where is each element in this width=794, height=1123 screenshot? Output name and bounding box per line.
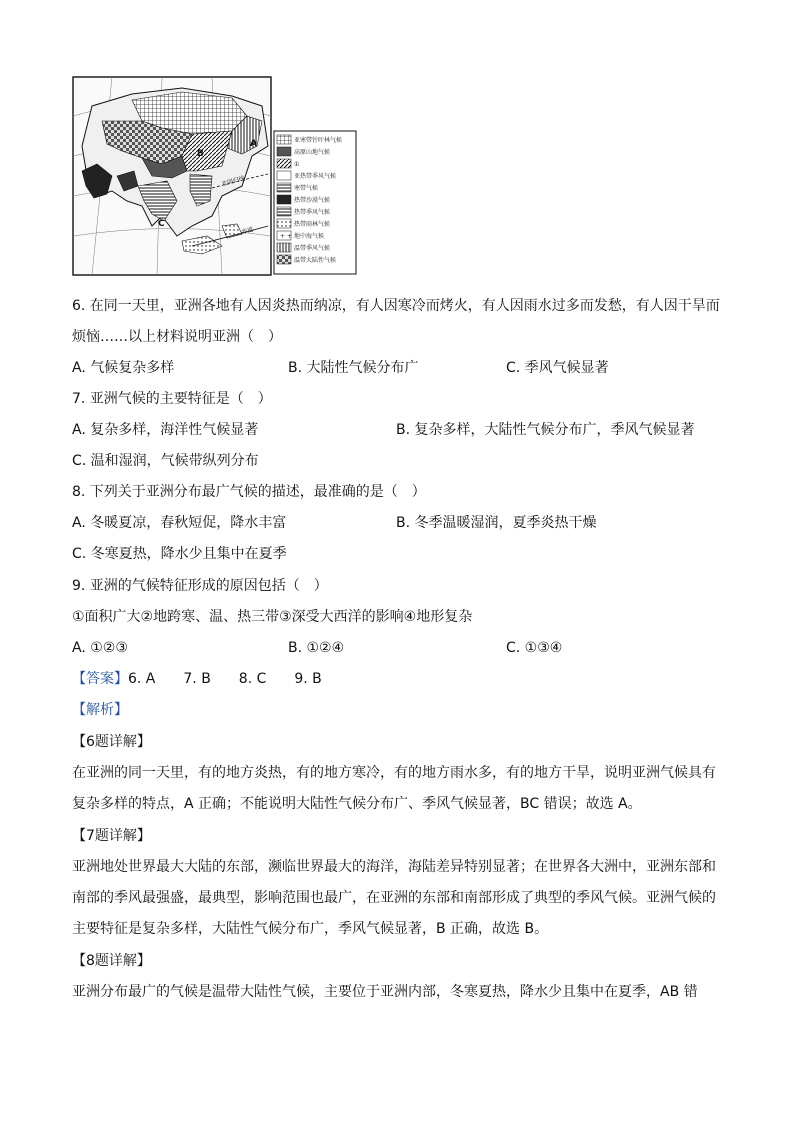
q7-detail-title: 【7题详解】 [72,828,151,844]
q8-option-c[interactable]: C. 冬寒夏热，降水少且集中在夏季 [72,546,287,562]
q9-factors: ①面积广大②地跨寒、温、热三带③深受大西洋的影响④地形复杂 [72,609,473,625]
q7-option-a[interactable]: A. 复杂多样，海洋性气候显著 [72,422,259,438]
q9-option-a[interactable]: A. ①②③ [72,640,128,656]
q6-option-c[interactable]: C. 季风气候显著 [506,360,609,376]
q6-options [72,358,732,378]
answer-tag: 【答案】 [72,671,128,687]
legend-item: 温带大陆性气候 [294,257,337,264]
legend-item: 寒带气候 [294,185,319,192]
q6-stem-line2: 烦恼……以上材料说明亚洲（ ） [72,329,282,345]
q9-stem: 9. 亚洲的气候特征形成的原因包括（ ） [72,578,328,594]
q9-option-c[interactable]: C. ①③④ [506,640,563,656]
q7-detail-line1: 亚洲地处世界最大大陆的东部，濒临世界最大的海洋，海陆差异特别显著；在世界各大洲中，亚洲东部和 [72,859,716,875]
q6-option-a[interactable]: A. 气候复杂多样 [72,360,175,376]
label-c: C [158,219,165,229]
svg-text:+ +: + + [280,233,292,240]
legend-item: 亚热带季风气候 [294,173,337,180]
legend-item: 亚寒带针叶林气候 [294,137,343,144]
q8-option-b[interactable]: B. 冬季温暖湿润，夏季炎热干燥 [396,515,597,531]
answer-line [72,669,322,689]
legend-item: ① [294,161,300,168]
q7-stem: 7. 亚洲气候的主要特征是（ ） [72,391,272,407]
q9-options [72,638,732,658]
q8-detail-line1: 亚洲分布最广的气候是温带大陆性气候，主要位于亚洲内部，冬寒夏热，降水少且集中在夏季，AB 错 [72,984,698,1000]
q7-detail-line2: 南部的季风最强盛，最典型，影响范围也最广，在亚洲的东部和南部形成了典型的季风气候。亚洲气候的 [72,890,716,906]
q6-option-b[interactable]: B. 大陆性气候分布广 [288,360,419,376]
label-tropic: 北回归线 [220,174,246,188]
legend-item: 热带季风气候 [294,209,331,216]
q8-option-a[interactable]: A. 冬暖夏凉，春秋短促，降水丰富 [72,515,287,531]
q9-option-b[interactable]: B. ①②④ [288,640,345,656]
legend-item: 地中海气候 [294,233,325,240]
label-a: A [250,139,257,149]
legend-item: 高原山地气候 [294,149,331,156]
answer-values: 6. A 7. B 8. C 9. B [128,671,322,687]
q7-option-b[interactable]: B. 复杂多样，大陆性气候分布广，季风气候显著 [396,422,695,438]
q8-options [72,513,732,533]
q7-option-c[interactable]: C. 温和湿润，气候带纵列分布 [72,453,259,469]
climate-map-figure [72,76,358,276]
asia-climate-map [72,76,358,276]
q6-detail-line2: 复杂多样的特点，A 正确；不能说明大陆性气候分布广、季风气候显著，BC 错误；故选 A。 [72,796,642,812]
q6-detail-title: 【6题详解】 [72,734,151,750]
legend-item: 热带沙漠气候 [294,197,331,204]
legend-item: 热带雨林气候 [294,221,331,228]
analysis-tag: 【解析】 [72,702,128,718]
legend-item: 温带季风气候 [294,245,331,252]
label-equator: 赤道 [240,226,255,236]
label-b: B [197,149,204,159]
q7-detail-line3: 主要特征是复杂多样，大陆性气候分布广，季风气候显著，B 正确，故选 B。 [72,921,549,937]
q8-detail-title: 【8题详解】 [72,953,151,969]
q7-options [72,420,732,440]
q6-detail-line1: 在亚洲的同一天里，有的地方炎热，有的地方寒冷，有的地方雨水多，有的地方干旱，说明亚洲气候具有 [72,765,716,781]
q6-stem-line1: 6. 在同一天里，亚洲各地有人因炎热而纳凉，有人因寒冷而烤火，有人因雨水过多而发愁，有人因干旱而 [72,298,720,314]
q8-stem: 8. 下列关于亚洲分布最广气候的描述，最准确的是（ ） [72,484,426,500]
